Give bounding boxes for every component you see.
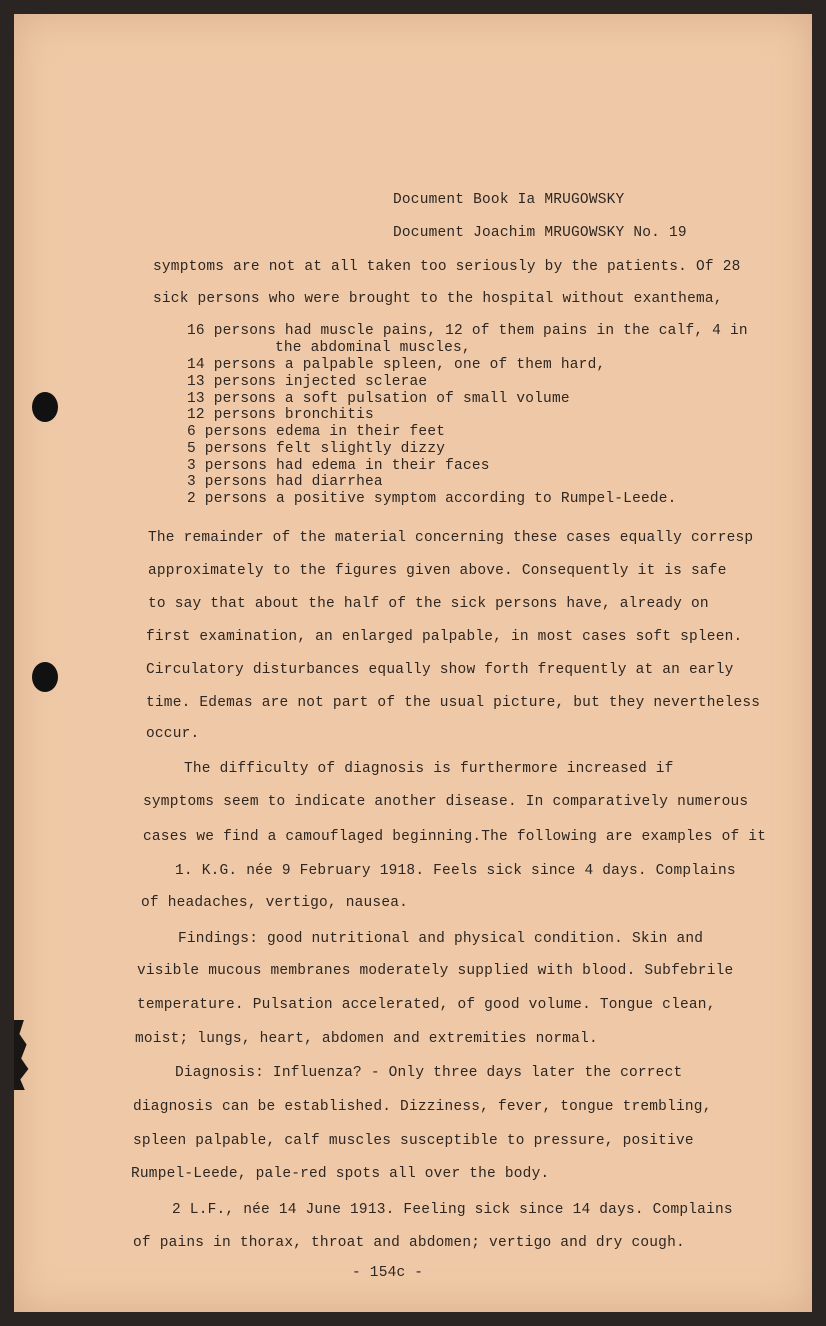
symptom-list-item: 14 persons a palpable spleen, one of them hard,	[187, 357, 606, 373]
findings-line: Findings: good nutritional and physical condition. Skin and	[178, 931, 704, 947]
body-line: occur.	[146, 726, 200, 742]
body-line: first examination, an enlarged palpable, in most cases soft spleen.	[146, 629, 743, 645]
symptom-list-item: 5 persons felt slightly dizzy	[187, 441, 446, 457]
diagnosis-line: diagnosis can be established. Dizziness, fever, tongue trembling,	[133, 1099, 712, 1115]
document-book-header: Document Book Ia MRUGOWSKY	[393, 192, 625, 208]
findings-line: moist; lungs, heart, abdomen and extremities normal.	[135, 1031, 598, 1047]
body-line: symptoms seem to indicate another disease. In comparatively numerous	[143, 794, 749, 810]
body-line: approximately to the figures given above. Consequently it is safe	[148, 563, 727, 579]
diagnosis-line: Diagnosis: Influenza? - Only three days later the correct	[175, 1065, 683, 1081]
body-line: The difficulty of diagnosis is furthermore increased if	[184, 761, 674, 777]
body-line: cases we find a camouflaged beginning.The following are examples of it	[143, 829, 767, 845]
body-line: symptoms are not at all taken too seriously by the patients. Of 28	[153, 259, 741, 275]
document-number-header: Document Joachim MRUGOWSKY No. 19	[393, 225, 687, 241]
symptom-list-item: 6 persons edema in their feet	[187, 424, 446, 440]
body-line: time. Edemas are not part of the usual picture, but they nevertheless	[146, 695, 761, 711]
findings-line: temperature. Pulsation accelerated, of good volume. Tongue clean,	[137, 997, 716, 1013]
symptom-list-item: the abdominal muscles,	[275, 340, 471, 356]
punch-hole-bottom	[32, 662, 58, 692]
symptom-list-item: 3 persons had diarrhea	[187, 474, 383, 490]
symptom-list-item: 16 persons had muscle pains, 12 of them pains in the calf, 4 in	[187, 323, 748, 339]
findings-line: visible mucous membranes moderately supplied with blood. Subfebrile	[137, 963, 734, 979]
case-line: 2 L.F., née 14 June 1913. Feeling sick since 14 days. Complains	[172, 1202, 733, 1218]
symptom-list-item: 2 persons a positive symptom according to Rumpel-Leede.	[187, 491, 677, 507]
body-line: to say that about the half of the sick persons have, already on	[148, 596, 709, 612]
punch-hole-top	[32, 392, 58, 422]
body-line: Circulatory disturbances equally show forth frequently at an early	[146, 662, 734, 678]
symptom-list-item: 3 persons had edema in their faces	[187, 458, 490, 474]
symptom-list-item: 12 persons bronchitis	[187, 407, 374, 423]
symptom-list-item: 13 persons injected sclerae	[187, 374, 428, 390]
case-line: of pains in thorax, throat and abdomen; vertigo and dry cough.	[133, 1235, 685, 1251]
case-line: of headaches, vertigo, nausea.	[141, 895, 409, 911]
diagnosis-line: spleen palpable, calf muscles susceptible to pressure, positive	[133, 1133, 694, 1149]
body-line: sick persons who were brought to the hospital without exanthema,	[153, 291, 723, 307]
diagnosis-line: Rumpel-Leede, pale-red spots all over the body.	[131, 1166, 550, 1182]
body-line: The remainder of the material concerning these cases equally corresp	[148, 530, 754, 546]
case-line: 1. K.G. née 9 February 1918. Feels sick since 4 days. Complains	[175, 863, 736, 879]
symptom-list-item: 13 persons a soft pulsation of small volume	[187, 391, 570, 407]
page-number: - 154c -	[352, 1265, 424, 1281]
